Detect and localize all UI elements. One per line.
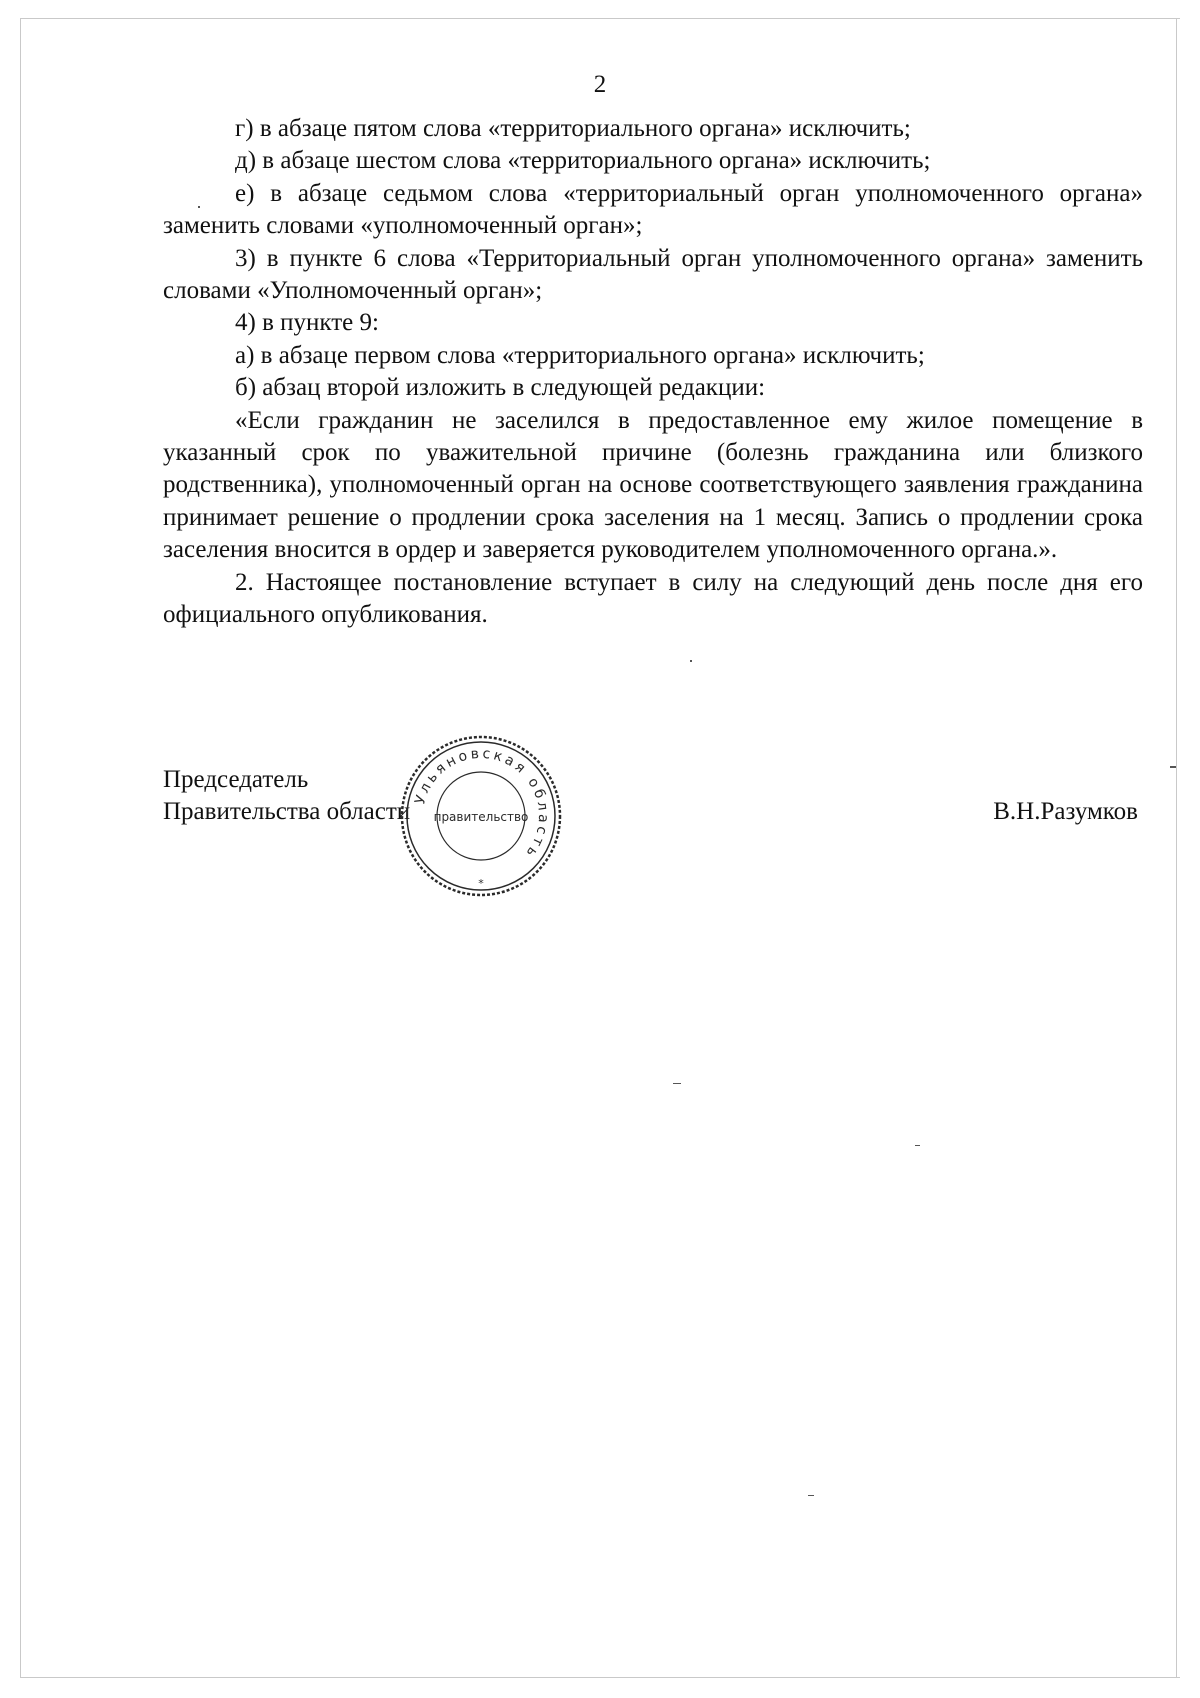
scan-speck [808, 1495, 814, 1496]
paragraph: 4) в пункте 9: [235, 309, 379, 337]
signatory-title-line1: Председатель [163, 766, 309, 793]
seal-star-icon: * [478, 877, 484, 890]
document-body [163, 113, 1143, 632]
scan-border-bottom [20, 1677, 1180, 1678]
paragraph: е) в абзаце седьмом слова «территориальный орган уполномоченного органа» заменить словами «уполномоченный орган»; [163, 179, 1143, 240]
signatory-title-line2: Правительства области [163, 798, 411, 825]
scan-speck [673, 1083, 681, 1084]
paragraph-quoted-text: «Если гражданин не заселился в предоставленное ему жилое помещение в указанный срок по уважительной причине (болезнь гражданина или близкого родственника), уполномоченный орган на основе соответствующего заявления гражданина принимает решение о продлении срока заселения на 1 месяц. Запись о продлении срока заселения вносится в ордер и заверяется руководителем уполномоченного органа.». [163, 406, 1143, 564]
page-number: 2 [593, 71, 607, 98]
scan-border-right [1176, 18, 1177, 1678]
scan-speck [690, 660, 692, 662]
scan-border-top [20, 18, 1180, 19]
scan-speck [1170, 766, 1176, 768]
paragraph: а) в абзаце первом слова «территориального органа» исключить; [235, 341, 925, 369]
seal-ring-text: Ульяновская область [412, 745, 552, 863]
paragraph: г) в абзаце пятом слова «территориального органа» исключить; [235, 115, 911, 142]
seal-center-text: правительство [433, 810, 529, 824]
paragraph-effective-date: 2. Настоящее постановление вступает в силу на следующий день после дня его официального опубликования. [163, 568, 1143, 629]
seal-graphic [398, 733, 564, 899]
official-seal [398, 733, 564, 899]
signatory-title [163, 764, 410, 828]
paragraph: 3) в пункте 6 слова «Территориальный орган уполномоченного органа» заменить словами «Уполномоченный орган»; [163, 244, 1143, 305]
svg-text:Ульяновская область [412, 746, 551, 863]
paragraph: д) в абзаце шестом слова «территориального органа» исключить; [235, 147, 931, 175]
signatory-name: В.Н.Разумков [993, 798, 1138, 825]
scan-border-left [20, 18, 21, 1678]
scan-speck [915, 1145, 920, 1146]
paragraph: б) абзац второй изложить в следующей редакции: [235, 374, 766, 402]
